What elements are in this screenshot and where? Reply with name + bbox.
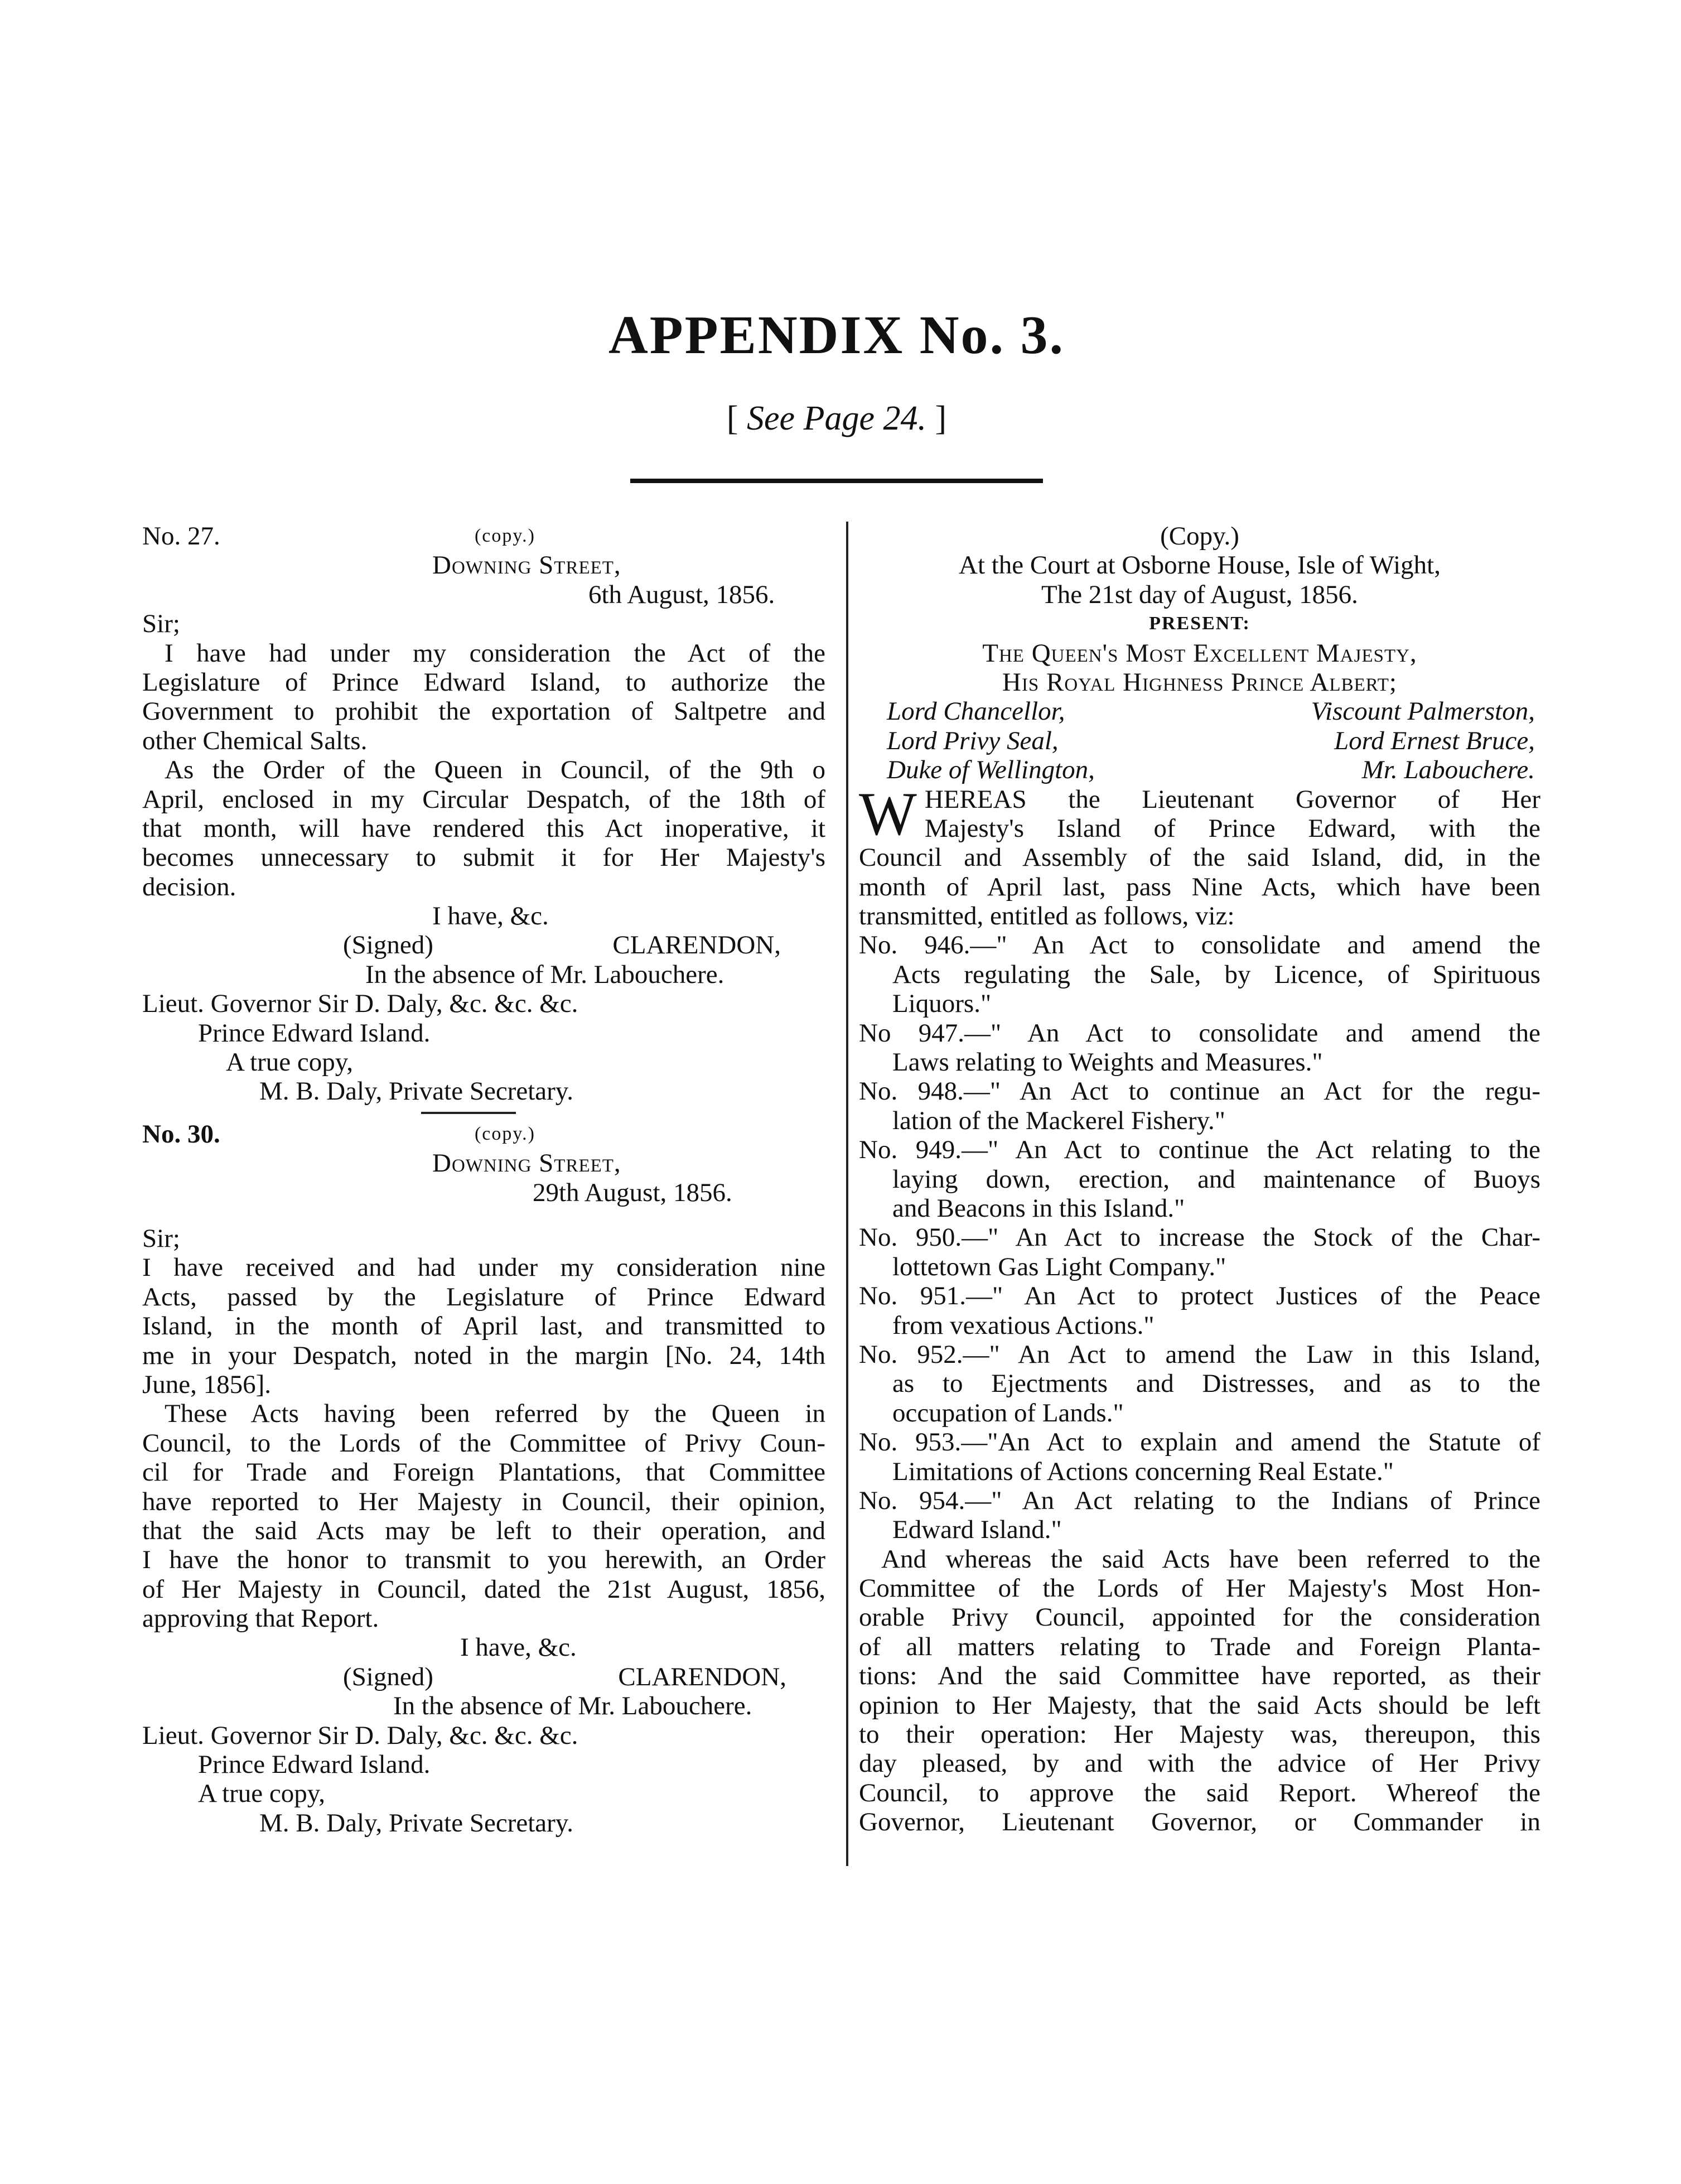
lord-name: Duke of Wellington, [887, 755, 1095, 785]
right-column [859, 522, 1540, 1837]
body-line: April, enclosed in my Circular Despatch, of the 18th of [142, 784, 825, 814]
act-line: laying down, erection, and maintenance of Buoys [892, 1164, 1540, 1194]
body-line: to their operation: Her Majesty was, thereupon, this [859, 1720, 1540, 1749]
secretary: M. B. Daly, Private Secretary. [259, 1077, 573, 1106]
act-line: No. 949.—" An Act to continue the Act relating to the [859, 1135, 1540, 1165]
act-entry [859, 1019, 1540, 1077]
appendix-title: APPENDIX No. 3. [608, 305, 1065, 365]
signed-label: (Signed) [343, 931, 433, 960]
body-line: other Chemical Salts. [142, 726, 368, 755]
act-entry [859, 1428, 1540, 1486]
act-line: No 947.—" An Act to consolidate and amend the [859, 1018, 1540, 1048]
body-line: I have received and had under my consideration nine [142, 1253, 825, 1283]
page-reference [558, 399, 1115, 438]
lord-name: Lord Privy Seal, [887, 726, 1059, 755]
body-line: opinion to Her Majesty, that the said Acts should be left [859, 1690, 1540, 1720]
act-line: lottetown Gas Light Company." [892, 1252, 1226, 1281]
secretary: M. B. Daly, Private Secretary. [259, 1808, 573, 1838]
act-line: No. 952.—" An Act to amend the Law in this Island, [859, 1339, 1540, 1369]
lord-name: Lord Ernest Bruce, [1334, 726, 1535, 755]
letter-number: No. 27. [142, 522, 220, 551]
present-heading: PRESENT: [1149, 613, 1250, 634]
body-line: day pleased, by and with the advice of Her Privy [859, 1749, 1540, 1778]
body-line: me in your Despatch, noted in the margin [No. 24, 14th [142, 1341, 825, 1370]
body-line: June, 1856]. [142, 1370, 272, 1399]
copy-label: (Copy.) [1160, 522, 1239, 551]
act-line: lation of the Mackerel Fishery." [892, 1106, 1225, 1135]
body-line: Committee of the Lords of Her Majesty's Most Hon- [859, 1574, 1540, 1603]
body-line: decision. [142, 872, 236, 901]
act-entry [859, 1340, 1540, 1428]
lords-right-list [1224, 697, 1535, 784]
closing: I have, &c. [460, 1633, 577, 1662]
order-date: The 21st day of August, 1856. [1041, 580, 1358, 609]
act-line: No. 946.—" An Act to consolidate and amend the [859, 931, 1540, 960]
bracket-close: ] [935, 399, 947, 437]
letter-date: 6th August, 1856. [588, 580, 775, 609]
body-line: that the said Acts may be left to their operation, and [142, 1516, 825, 1545]
prince-line: His Royal Highness Prince Albert; [1002, 667, 1397, 697]
closing: I have, &c. [432, 901, 549, 931]
column-divider [846, 522, 848, 1866]
act-line: and Beacons in this Island." [892, 1193, 1185, 1223]
act-line: Acts regulating the Sale, by Licence, of Spirituous [892, 960, 1540, 989]
body-line: Acts, passed by the Legislature of Prince Edward [142, 1282, 825, 1312]
acts-list [859, 931, 1540, 1544]
body-line: I have had under my consideration the Act of the [165, 638, 825, 668]
sender-street: Downing Street, [432, 1149, 621, 1178]
addressee-place: Prince Edward Island. [198, 1750, 431, 1780]
lord-name: Viscount Palmerston, [1311, 697, 1535, 726]
act-line: Limitations of Actions concerning Real Estate." [892, 1457, 1394, 1486]
queen-line: The Queen's Most Excellent Majesty, [982, 638, 1417, 668]
body-line: I have the honor to transmit to you herewith, an Order [142, 1545, 825, 1575]
body-line: of all matters relating to Trade and Foreign Planta- [859, 1632, 1540, 1661]
body-line: Council and Assembly of the said Island, did, in the [859, 843, 1540, 872]
closing-paragraph [859, 1545, 1540, 1837]
act-line: No. 948.—" An Act to continue an Act for the regu- [859, 1077, 1540, 1106]
body-line: Island, in the month of April last, and transmitted to [142, 1312, 825, 1341]
letter-separator [421, 1112, 516, 1114]
act-entry [859, 1281, 1540, 1340]
letter-date: 29th August, 1856. [533, 1178, 732, 1207]
body-line: Majesty's Island of Prince Edward, with the [924, 813, 1540, 843]
copy-label: (copy.) [474, 525, 535, 546]
whereas-paragraph [859, 779, 1540, 931]
body-line: of Her Majesty in Council, dated the 21st August, 1856, [142, 1574, 825, 1604]
act-line: from vexatious Actions." [892, 1310, 1155, 1340]
body-line: These Acts having been referred by the Queen in [165, 1399, 825, 1429]
court-location: At the Court at Osborne House, Isle of Wight, [959, 551, 1441, 580]
lords-present [859, 697, 1540, 784]
body-line: tions: And the said Committee have reported, as their [859, 1661, 1540, 1691]
body-line: Council, to approve the said Report. Whereof the [859, 1778, 1540, 1807]
act-entry [859, 931, 1540, 1018]
addressee-place: Prince Edward Island. [198, 1018, 431, 1048]
body-line: that month, will have rendered this Act inoperative, it [142, 813, 825, 843]
addressee: Lieut. Governor Sir D. Daly, &c. &c. &c. [142, 1720, 578, 1750]
letter-no-30 [142, 1120, 825, 1838]
body-line: approving that Report. [142, 1604, 379, 1633]
act-entry [859, 1077, 1540, 1135]
addressee: Lieut. Governor Sir D. Daly, &c. &c. &c. [142, 989, 578, 1019]
copy-label: (copy.) [474, 1123, 535, 1144]
letter-no-27 [142, 522, 825, 1106]
bracket-open: [ [726, 399, 738, 437]
title-rule [630, 479, 1043, 483]
body-line: As the Order of the Queen in Council, of the 9th o [165, 755, 825, 785]
act-line: No. 951.—" An Act to protect Justices of the Peace [859, 1281, 1540, 1311]
act-entry [859, 1486, 1540, 1545]
absence-note: In the absence of Mr. Labouchere. [365, 960, 724, 989]
signature-line [142, 931, 825, 960]
body-line: cil for Trade and Foreign Plantations, that Committee [142, 1458, 825, 1487]
body-line: have reported to Her Majesty in Council, their opinion, [142, 1487, 825, 1516]
lord-name: Mr. Labouchere. [1361, 755, 1535, 785]
body-line: transmitted, entitled as follows, viz: [859, 901, 1235, 931]
body-line: Governor, Lieutenant Governor, or Commander in [859, 1807, 1540, 1837]
letter-number: No. 30. [142, 1119, 220, 1149]
left-column [142, 522, 825, 1838]
body-line: Council, to the Lords of the Committee of Privy Coun- [142, 1428, 825, 1458]
body-line: Government to prohibit the exportation of Saltpetre and [142, 697, 825, 726]
true-copy: A true copy, [226, 1048, 353, 1077]
lord-name: Lord Chancellor, [887, 697, 1065, 726]
act-line: No. 950.—" An Act to increase the Stock of the Char- [859, 1223, 1540, 1252]
act-line: Liquors." [892, 989, 992, 1019]
salutation: Sir; [142, 609, 180, 639]
act-line: Edward Island." [892, 1515, 1062, 1545]
act-line: No. 953.—"An Act to explain and amend the Statute of [859, 1428, 1540, 1457]
act-line: occupation of Lands." [892, 1398, 1124, 1428]
signer-name: CLARENDON, [618, 1662, 786, 1691]
body-line: HEREAS the Lieutenant Governor of Her [924, 784, 1540, 814]
absence-note: In the absence of Mr. Labouchere. [393, 1691, 752, 1721]
signer-name: CLARENDON, [612, 931, 781, 960]
true-copy: A true copy, [198, 1779, 325, 1809]
act-line: No. 954.—" An Act relating to the Indians of Prince [859, 1486, 1540, 1515]
see-page-text: See Page 24. [747, 399, 926, 437]
body-line: month of April last, pass Nine Acts, which have been [859, 872, 1540, 901]
lords-left-list [887, 697, 1198, 784]
body-line: becomes unnecessary to submit it for Her Majesty's [142, 843, 825, 872]
signature-line [142, 1662, 825, 1691]
act-line: Laws relating to Weights and Measures." [892, 1048, 1323, 1077]
letter-heading [142, 1120, 825, 1149]
body-line: orable Privy Council, appointed for the consideration [859, 1603, 1540, 1632]
act-entry [859, 1135, 1540, 1223]
drop-cap: W [859, 779, 917, 848]
letter-heading [142, 522, 825, 551]
sender-street: Downing Street, [432, 551, 621, 580]
signed-label: (Signed) [343, 1662, 433, 1691]
body-line: Legislature of Prince Edward Island, to authorize the [142, 667, 825, 697]
act-entry [859, 1223, 1540, 1281]
body-line: And whereas the said Acts have been referred to the [881, 1544, 1540, 1574]
salutation: Sir; [142, 1223, 180, 1253]
act-line: as to Ejectments and Distresses, and as to the [892, 1369, 1540, 1399]
